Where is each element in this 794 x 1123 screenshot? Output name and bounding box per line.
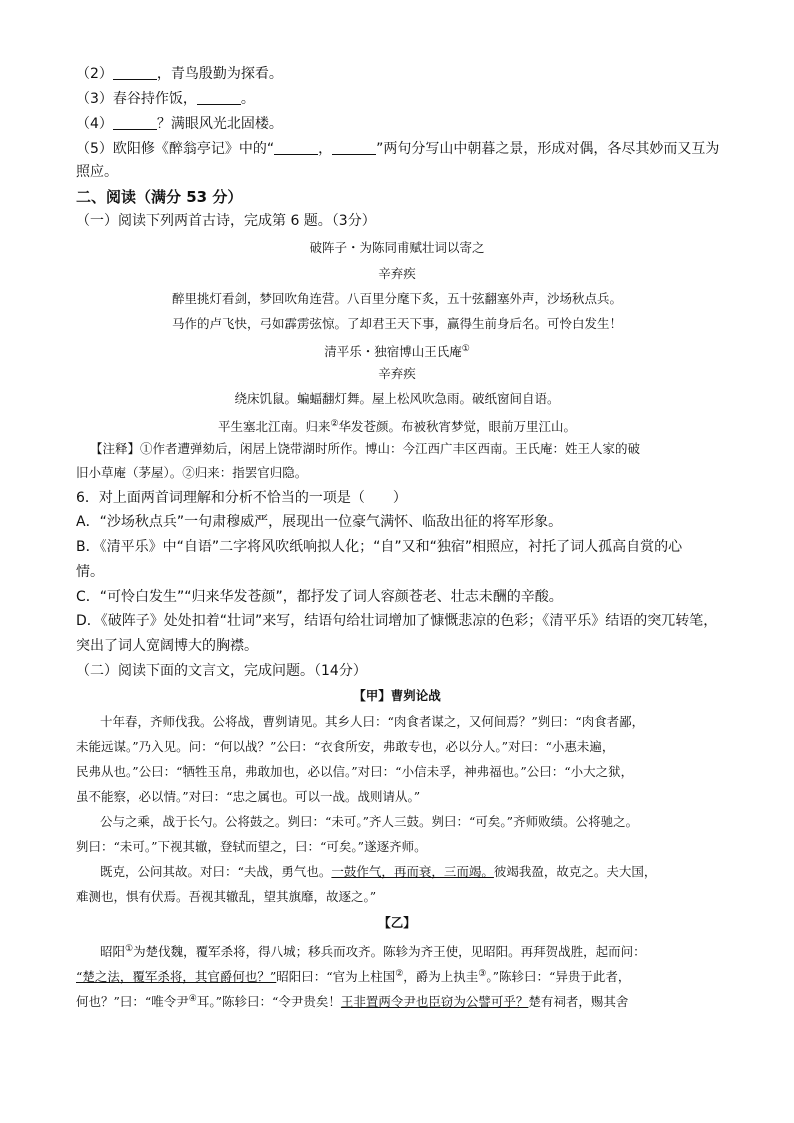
answer-blank[interactable] <box>113 65 157 80</box>
poem2-line1: 绕床饥鼠。蝙蝠翻灯舞。屋上松风吹急雨。破纸窗间自语。 <box>234 391 560 406</box>
footnote-mark: ③ <box>478 969 487 979</box>
underlined-sentence: 王非置两令尹也臣窃为公譬可乎？ <box>340 994 529 1009</box>
item-sep: ， <box>318 141 333 157</box>
part2-intro: （二）阅读下面的文言文，完成问题。（14分） <box>76 663 367 679</box>
option-d-line2[interactable]: 突出了词人宽阔博大的胸襟。 <box>76 638 258 654</box>
yi-text: 楚有祠者，赐其舍 <box>528 994 629 1009</box>
jia-p3-text-a: 既克，公问其故。对曰：“夫战，勇气也。 <box>100 864 332 879</box>
poem2-author: 辛弃疾 <box>378 366 416 381</box>
answer-blank[interactable] <box>197 90 241 105</box>
fill-item-3 <box>76 89 255 109</box>
yi-text: 何也？”曰：“唯令尹 <box>76 994 189 1009</box>
yi-line3 <box>76 989 628 1012</box>
answer-blank[interactable] <box>113 115 157 130</box>
underlined-sentence: “楚之法，覆军杀将，其官爵何也？” <box>76 969 277 984</box>
footnote-mark: ④ <box>188 994 197 1004</box>
jia-p2-line2: 刿曰：“未可。”下视其辙，登轼而望之，曰：“可矣。”遂逐齐师。 <box>76 839 427 854</box>
jia-p1-line2: 未能远谋。”乃入见。问：“何以战？”公曰：“衣食所安，弗敢专也，必以分人。”对曰：“小惠未遍， <box>76 739 615 754</box>
fill-item-5-line2: 照应。 <box>76 164 118 180</box>
item-text: ？满眼风光北固楼。 <box>156 116 283 132</box>
item-text: 春谷持作饭， <box>112 91 197 107</box>
yi-line1 <box>100 939 646 962</box>
item-end: 。 <box>240 91 255 107</box>
poem2-title <box>0 339 794 362</box>
fill-item-5-line1 <box>76 139 719 159</box>
yi-text: 。”陈轸曰：“异贵于此者， <box>486 969 631 984</box>
footnote-mark: ① <box>125 944 134 954</box>
poem1-title: 破阵子・为陈同甫赋壮词以寄之 <box>309 240 485 255</box>
jia-p1-line1: 十年春，齐师伐我。公将战，曹刿请见。其乡人曰：“肉食者谋之，又何间焉？”刿曰：“肉食者鄙， <box>100 714 645 729</box>
option-c[interactable]: C．“可怜白发生”“归来华发苍颜”，都抒发了词人容颜苍老、壮志未酬的辛酸。 <box>76 589 563 605</box>
fill-item-2 <box>76 64 283 84</box>
jia-p2-line1: 公与之乘，战于长勺。公将鼓之。刿曰：“未可。”齐人三鼓。刿曰：“可矣。”齐师败绩。公将驰之。 <box>100 814 639 829</box>
poem1-line2: 马作的卢飞快，弓如霹雳弦惊。了却君王天下事，赢得生前身后名。可怜白发生！ <box>171 316 622 331</box>
yi-text: 昭阳曰：“官为上柱国 <box>276 969 396 984</box>
note-line2: 旧小草庵（茅屋）。②归来：指罢官归隐。 <box>76 465 308 480</box>
item-text: ，青鸟殷勤为探看。 <box>156 66 283 82</box>
yi-text: 耳。”陈轸曰：“令尹贵矣！ <box>196 994 341 1009</box>
option-d-line1[interactable]: D．《破阵子》处处扣着“壮词”来写，结语句给壮词增加了慷慨悲凉的色彩；《清平乐》结语的突兀转笔， <box>76 613 718 629</box>
option-a[interactable]: A．“沙场秋点兵”一句肃穆威严，展现出一位豪气满怀、临敌出征的将军形象。 <box>76 514 563 530</box>
yi-line2 <box>76 964 630 987</box>
yi-text: 为楚伐魏，覆军杀将，得八城；移兵而攻齐。陈轸为齐王使，见昭阳。再拜贺战胜，起而问： <box>133 944 646 959</box>
poem1-line1: 醉里挑灯看剑，梦回吹角连营。八百里分麾下炙，五十弦翻塞外声，沙场秋点兵。 <box>171 291 622 306</box>
option-b-line1[interactable]: B．《清平乐》中“自语”二字将风吹纸响拟人化；“自”又和“独宿”相照应，衬托了词人孤高自赏的心 <box>76 539 683 555</box>
footnote-mark: ② <box>330 419 339 429</box>
part1-intro: （一）阅读下列两首古诗，完成第 6 题。（3分） <box>76 213 376 229</box>
poem2-title-text: 清平乐・独宿博山王氏庵 <box>324 344 462 359</box>
item-number: （4） <box>76 116 113 132</box>
jia-p3-text-b: 彼竭我盈，故克之。夫大国， <box>493 864 657 879</box>
yi-text: 昭阳 <box>100 944 126 959</box>
underlined-sentence: 一鼓作气，再而衰，三而竭。 <box>331 864 494 879</box>
poem2-line2 <box>0 414 794 437</box>
yi-text: ，爵为上执圭 <box>403 969 479 984</box>
footnote-mark: ② <box>395 969 404 979</box>
answer-blank[interactable] <box>332 140 376 155</box>
poem2-line2-a: 平生塞北江南。归来 <box>217 419 331 434</box>
question6-stem: 6．对上面两首词理解和分析不恰当的一项是（ ） <box>76 490 407 506</box>
jia-p3-line1 <box>100 862 656 882</box>
poem2-line2-b: 华发苍颜。布被秋宵梦觉，眼前万里江山。 <box>338 419 577 434</box>
item-text: （5）欧阳修《醉翁亭记》中的“ <box>76 141 275 157</box>
answer-blank[interactable] <box>274 140 318 155</box>
item-text: ”两句分写山中朝暮之景，形成对偶，各尽其妙而又互为 <box>376 141 720 157</box>
text-jia-title: 【甲】曹刿论战 <box>353 688 441 703</box>
footnote-mark: ① <box>461 344 470 354</box>
section-heading: 二、阅读（满分 53 分） <box>76 188 243 206</box>
note-line1: 【注释】①作者遭弹劾后，闲居上饶带湖时所作。博山：今江西广丰区西南。王氏庵：姓王人家的破 <box>90 441 641 456</box>
jia-p1-line4: 虽不能察，必以情。”对曰：“忠之属也。可以一战。战则请从。” <box>76 789 421 804</box>
text-yi-title: 【乙】 <box>378 915 416 930</box>
option-b-line2[interactable]: 情。 <box>76 564 104 580</box>
fill-item-4 <box>76 114 283 134</box>
jia-p1-line3: 民弗从也。”公曰：“牺牲玉帛，弗敢加也，必以信。”对曰：“小信未孚，神弗福也。”公曰：“小大之狱， <box>76 764 634 779</box>
item-number: （2） <box>76 66 113 82</box>
jia-p3-line2: 难测也，惧有伏焉。吾视其辙乱，望其旗靡，故逐之。” <box>76 889 377 904</box>
item-number: （3） <box>76 91 113 107</box>
poem1-author: 辛弃疾 <box>378 266 416 281</box>
